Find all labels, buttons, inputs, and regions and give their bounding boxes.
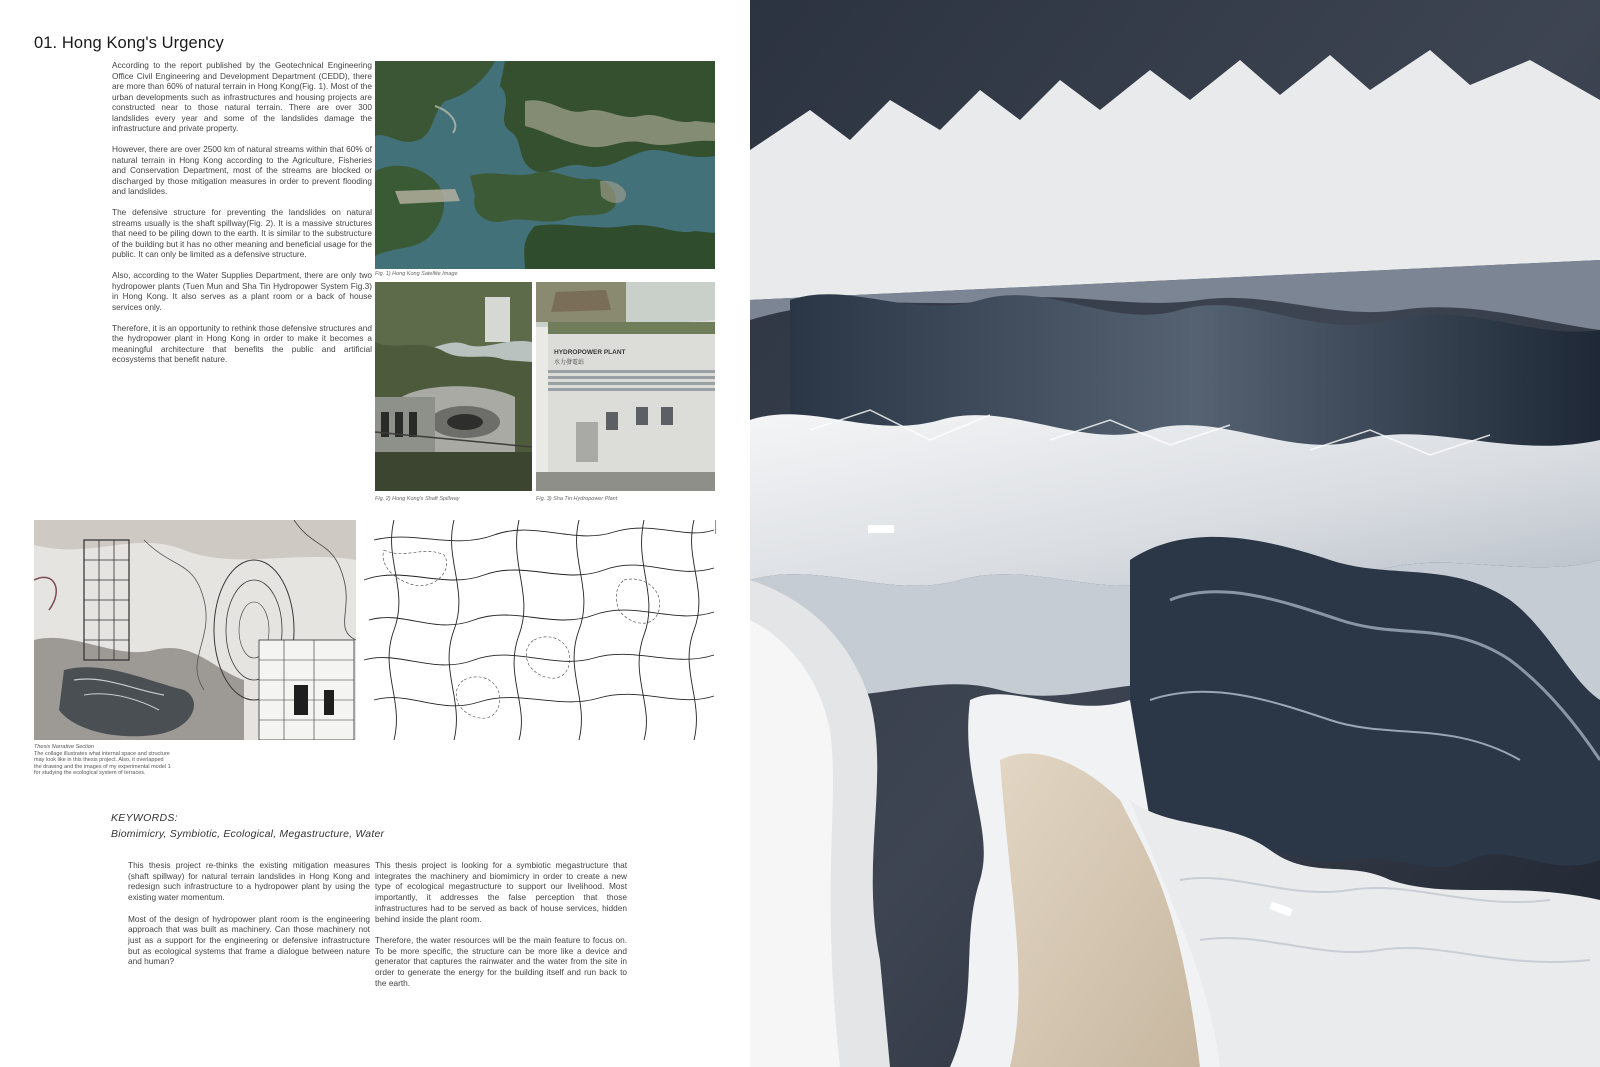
intro-paragraph: The defensive structure for preventing the landslides on natural streams usually is the shaft spillway(Fig. 2). It is a massive structures that need to be piling down to the earth. It is similar to the substructure of the building but it has no other meaning and beneficial usage for the public. It can only be limited as a defensive structure. [112, 207, 372, 259]
collage-caption-line: for studying the ecological system of terraces. [34, 770, 146, 776]
intro-paragraph: However, there are over 2500 km of natural streams within that 60% of natural terrain in Hong Kong according to the Agriculture, Fisheries and Conservation Department, most of the streams are blocked or discharged by those mitigation measures in order to prevent flooding and landslides. [112, 144, 372, 196]
intro-paragraph: Also, according to the Water Supplies Department, there are only two hydropower plants (Tuen Mun and Sha Tin Hydropower System Fig.3) in Hong Kong. It also serves as a plant room or a back of house services only. [112, 270, 372, 312]
right-page [750, 0, 1600, 1067]
collage-drawing [34, 520, 716, 740]
fig1-caption: Fig. 1) Hong Kong Satellite Image [375, 271, 458, 277]
abstract-right-column [375, 860, 627, 999]
plant-sign-cn-text: 水力發電站 [554, 360, 585, 366]
satellite-image-figure [375, 61, 715, 269]
satellite-image [375, 61, 715, 269]
left-page [0, 0, 750, 1067]
abstract-paragraph: This thesis project is looking for a symbiotic megastructure that integrates the machinery and biomimicry in order to create a new type of ecological megastructure to support our livelihood. Most importantly, it addresses the false perception that those infrastructures had to be served as back of house services, hidden behind inside the plant room. [375, 860, 627, 924]
fig3-caption: Fig. 3) Sha Tin Hydropower Plant [536, 496, 618, 502]
abstract-paragraph: This thesis project re-thinks the existing mitigation measures (shaft spillway) for natural terrain landslides in Hong Kong and redesign such infrastructure to a hydropower plant by using the existing water momentum. [128, 860, 370, 903]
intro-paragraph: Therefore, it is an opportunity to rethink those defensive structures and the hydropower plant in Hong Kong in order to make it becomes a meaningful architecture that benefits the public and artificial ecosystems that benefit nature. [112, 322, 372, 364]
collage-caption-line: the drawing and the images of my experimental model 1 [34, 763, 171, 770]
spillway-photo [375, 282, 532, 491]
collage-caption-line: The collage illustrates what internal space and structure [34, 750, 170, 757]
hydropower-plant-figure [536, 282, 715, 491]
fig2-caption: Fig. 2) Hong Kong's Shaft Spillway [375, 496, 460, 502]
narrative-section-collage [34, 520, 716, 740]
shaft-spillway-figure [375, 282, 532, 491]
keywords-label: KEYWORDS: [111, 812, 178, 824]
keywords-list: Biomimicry, Symbiotic, Ecological, Megastructure, Water [111, 828, 385, 840]
hydropower-plant-photo [536, 282, 715, 491]
collage-caption-line: may look like in this thesis project. Also, it overlapped [34, 757, 164, 763]
abstract-paragraph: Most of the design of hydropower plant room is the engineering approach that was built as machinery. Can those machinery not just as a support for the engineering or defensive infrastructure but as ecological systems that frame a dialogue between nature and human? [128, 913, 370, 967]
abstract-left-column [128, 860, 370, 978]
abstract-paragraph: Therefore, the water resources will be the main feature to focus on. To be more specific, the structure can be more like a device and generator that captures the rainwater and the water from the site in order to generate the energy for the building itself and run back to the earth. [375, 934, 627, 988]
collage-caption [34, 744, 234, 777]
collage-caption-title: Thesis Narrative Section [34, 744, 94, 750]
intro-text-column [112, 60, 372, 375]
plant-sign-text: HYDROPOWER PLANT [554, 349, 626, 356]
intro-paragraph: According to the report published by the Geotechnical Engineering Office Civil Engineering and Development Department (CEDD), there are more than 60% of natural terrain in Hong Kong(Fig. 1). Most of the urban developments such as infrastructures and housing projects are constructed near to those natural terrain. There are over 300 landslides every year and some of the landslides damage the infrastructure and private property. [112, 60, 372, 133]
page-title: 01. Hong Kong's Urgency [34, 34, 224, 52]
model-photograph [750, 0, 1600, 1067]
